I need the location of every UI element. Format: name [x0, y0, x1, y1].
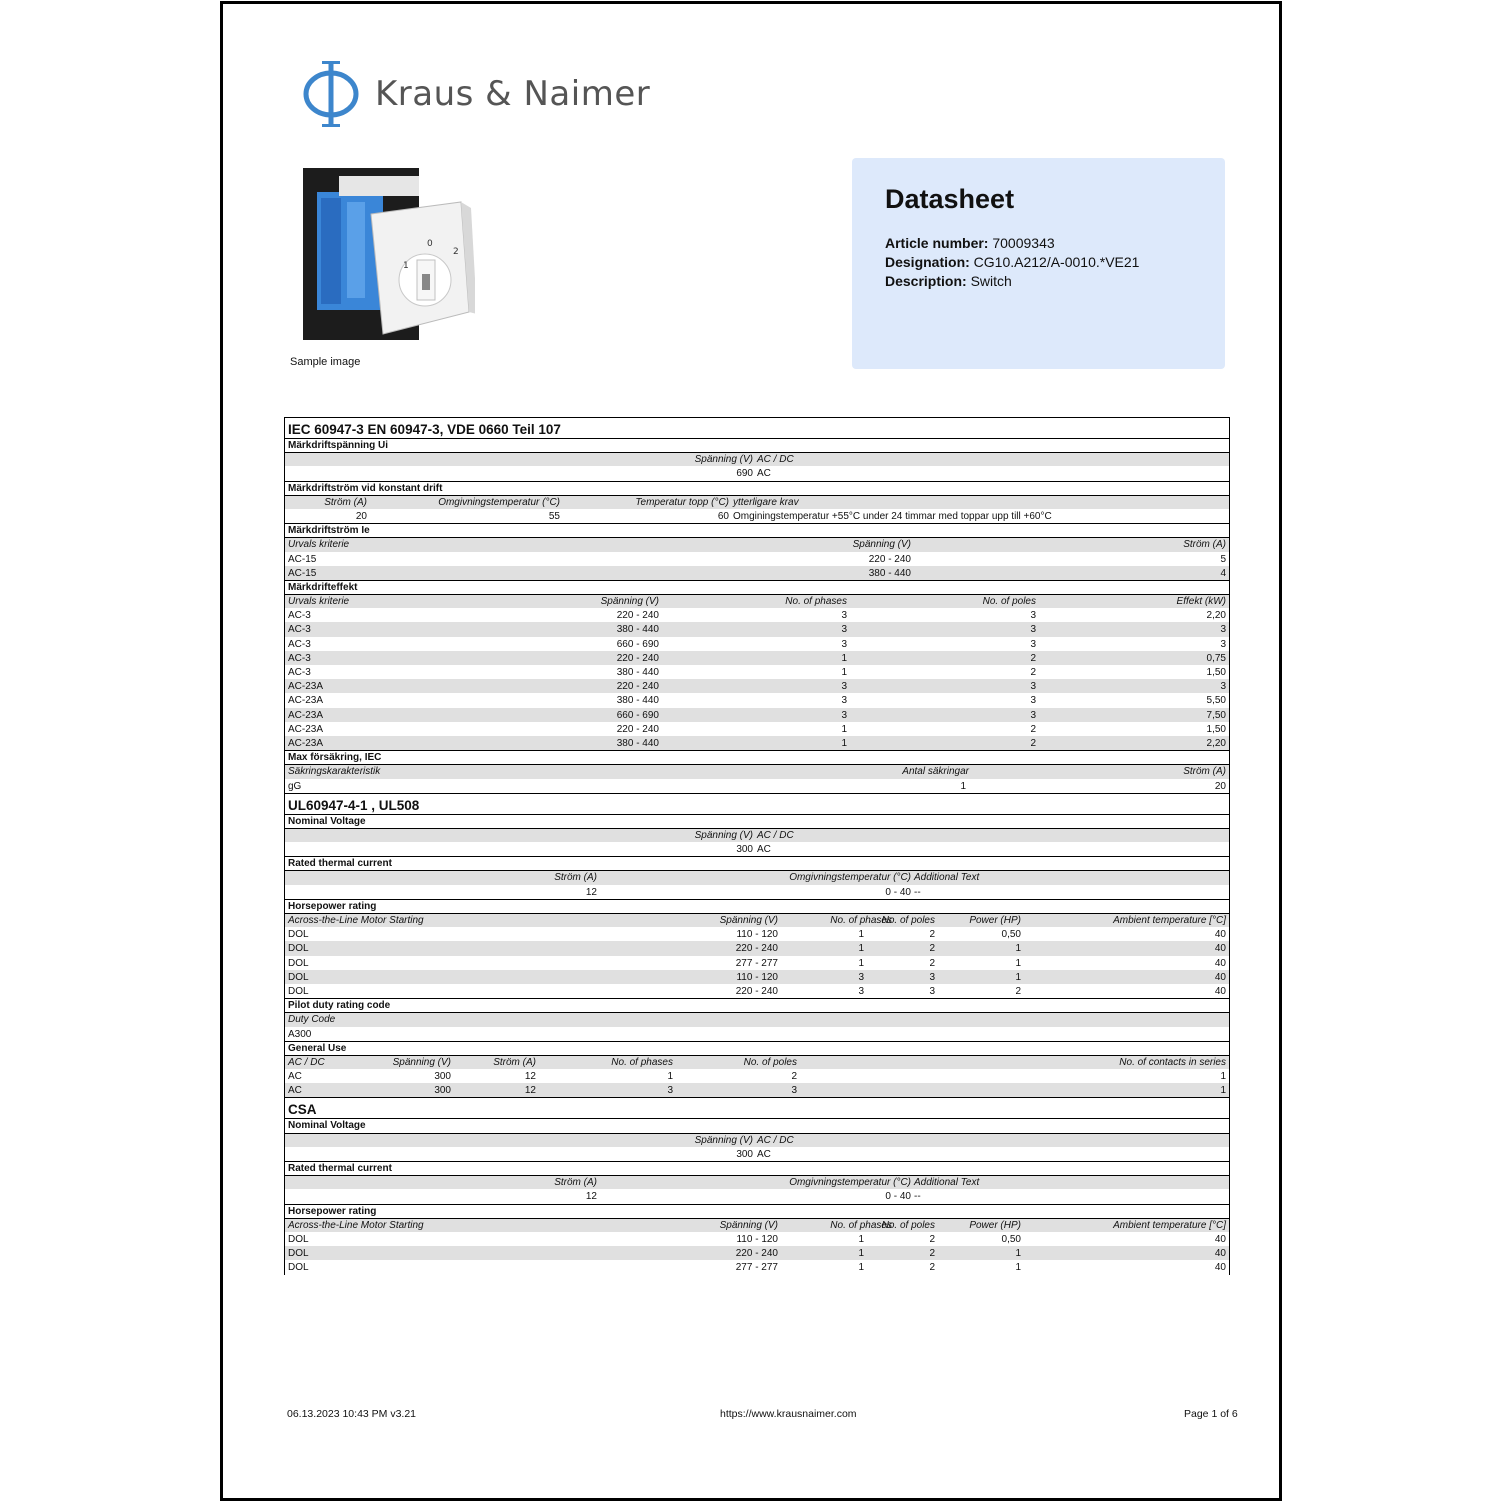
group-title: Horsepower rating — [285, 1204, 1229, 1218]
table-header-row: Across-the-Line Motor Starting Spänning (V) No. of phases No. of poles Power (HP) Ambient temperature [°C] — [285, 1218, 1229, 1232]
table-header-row: Urvals kriterie Spänning (V) No. of phases No. of poles Effekt (kW) — [285, 594, 1229, 608]
footer-timestamp: 06.13.2023 10:43 PM v3.21 — [287, 1408, 417, 1420]
table-row: AC-3 220 - 240 1 2 0,75 — [285, 651, 1229, 665]
designation: Designation: CG10.A212/A-0010.*VE21 — [885, 254, 1140, 270]
table-header-row: Säkringskarakteristik Antal säkringar Ström (A) — [285, 764, 1229, 778]
table-row: DOL 220 - 240 1 2 1 40 — [285, 941, 1229, 955]
image-caption: Sample image — [290, 356, 361, 368]
table-row: 20 55 60 Omginingstemperatur +55°C under 24 timmar med toppar upp till +60°C — [355, 510, 1052, 522]
table-row: AC-23A 380 - 440 1 2 2,20 — [285, 736, 1229, 750]
table-row: 300 AC — [736, 844, 771, 856]
group-title: Märkdriftström Ie — [285, 523, 1229, 537]
table-row: DOL 110 - 120 3 3 1 40 — [285, 970, 1229, 984]
datasheet-info-box — [852, 158, 1225, 369]
footer-page-number: Page 1 of 6 — [1184, 1408, 1238, 1420]
group-title: Rated thermal current — [285, 856, 1229, 870]
section-heading-iec: IEC 60947-3 EN 60947-3, VDE 0660 Teil 107 — [285, 417, 1229, 438]
footer-url[interactable]: https://www.krausnaimer.com — [720, 1408, 857, 1420]
dial-label-1: 1 — [403, 261, 409, 271]
table-header-row: Ström (A) Omgivningstemperatur (°C) Additional Text — [285, 1175, 1229, 1189]
table-row: AC-15 380 - 440 4 — [285, 566, 1229, 580]
table-row: 12 0 - 40 -- — [585, 1191, 921, 1203]
group-title: Pilot duty rating code — [285, 998, 1229, 1012]
group-title: Max försäkring, IEC — [285, 750, 1229, 764]
article-number: Article number: 70009343 — [885, 235, 1055, 251]
group-title: Märkdriftspänning Ui — [285, 438, 1229, 452]
section-heading-ul: UL60947-4-1 , UL508 — [285, 793, 1229, 814]
group-title: Nominal Voltage — [285, 1118, 1229, 1132]
table-row: 300 AC — [736, 1148, 771, 1160]
dial-label-2: 2 — [453, 247, 459, 257]
table-row: AC-23A 220 - 240 1 2 1,50 — [288, 723, 1226, 735]
table-header-row: Urvals kriterie Spänning (V) Ström (A) — [285, 537, 1229, 551]
table-row: DOL 110 - 120 1 2 0,50 40 — [288, 929, 1226, 941]
table-row: AC-15 220 - 240 5 — [288, 553, 1226, 565]
table-row: DOL 220 - 240 1 2 1 40 — [285, 1246, 1229, 1260]
datasheet-title: Datasheet — [885, 184, 1015, 214]
group-title: Horsepower rating — [285, 899, 1229, 913]
table-row: AC-23A 220 - 240 3 3 3 — [285, 679, 1229, 693]
group-title: Märkdrifteffekt — [285, 580, 1229, 594]
brand-name: Kraus & Naimer — [375, 74, 651, 114]
table-row: gG 1 20 — [288, 780, 1226, 792]
table-header-row: Duty Code — [285, 1012, 1229, 1026]
table-header-row: AC / DC Spänning (V) Ström (A) No. of phases No. of poles No. of contacts in series — [285, 1055, 1229, 1069]
group-title: General Use — [285, 1041, 1229, 1055]
section-heading-csa: CSA — [285, 1097, 1229, 1118]
dial-label-0: 0 — [427, 239, 433, 249]
table-row: 690 AC — [736, 468, 771, 480]
table-header-row: Across-the-Line Motor Starting Spänning (V) No. of phases No. of poles Power (HP) Ambient temperature [°C] — [285, 913, 1229, 927]
table-row: 12 0 - 40 -- — [585, 886, 921, 898]
table-row: AC 300 12 1 2 1 — [288, 1071, 1226, 1083]
table-row: AC-3 220 - 240 3 3 2,20 — [288, 610, 1226, 622]
group-title: Märkdriftström vid konstant drift — [285, 481, 1229, 495]
table-header-row: Ström (A) Omgivningstemperatur (°C) Temperatur topp (°C) ytterligare krav — [285, 495, 1229, 509]
table-header-row: Spänning (V) AC / DC — [285, 452, 1229, 466]
table-row: A300 — [288, 1028, 312, 1040]
group-title: Nominal Voltage — [285, 814, 1229, 828]
table-header-row: Ström (A) Omgivningstemperatur (°C) Additional Text — [285, 870, 1229, 884]
description: Description: Switch — [885, 273, 1012, 289]
table-row: DOL 110 - 120 1 2 0,50 40 — [288, 1233, 1226, 1245]
table-row: AC-23A 380 - 440 3 3 5,50 — [288, 695, 1226, 707]
table-header-row: Spänning (V) AC / DC — [285, 828, 1229, 842]
table-row: AC-3 660 - 690 3 3 3 — [288, 638, 1226, 650]
table-row: AC-3 380 - 440 3 3 3 — [285, 622, 1229, 636]
group-title: Rated thermal current — [285, 1161, 1229, 1175]
datasheet-page — [220, 1, 1282, 1501]
table-row: DOL 220 - 240 3 3 2 40 — [288, 985, 1226, 997]
switch-product-image — [299, 162, 475, 352]
table-row: DOL 277 - 277 1 2 1 40 — [288, 957, 1226, 969]
table-header-row: Spänning (V) AC / DC — [285, 1133, 1229, 1147]
table-row: AC-23A 660 - 690 3 3 7,50 — [285, 708, 1229, 722]
table-row: AC-3 380 - 440 1 2 1,50 — [288, 667, 1226, 678]
table-row: AC 300 12 3 3 1 — [285, 1083, 1229, 1097]
spec-table — [284, 417, 1230, 1275]
table-row: DOL 277 - 277 1 2 1 40 — [288, 1262, 1226, 1274]
